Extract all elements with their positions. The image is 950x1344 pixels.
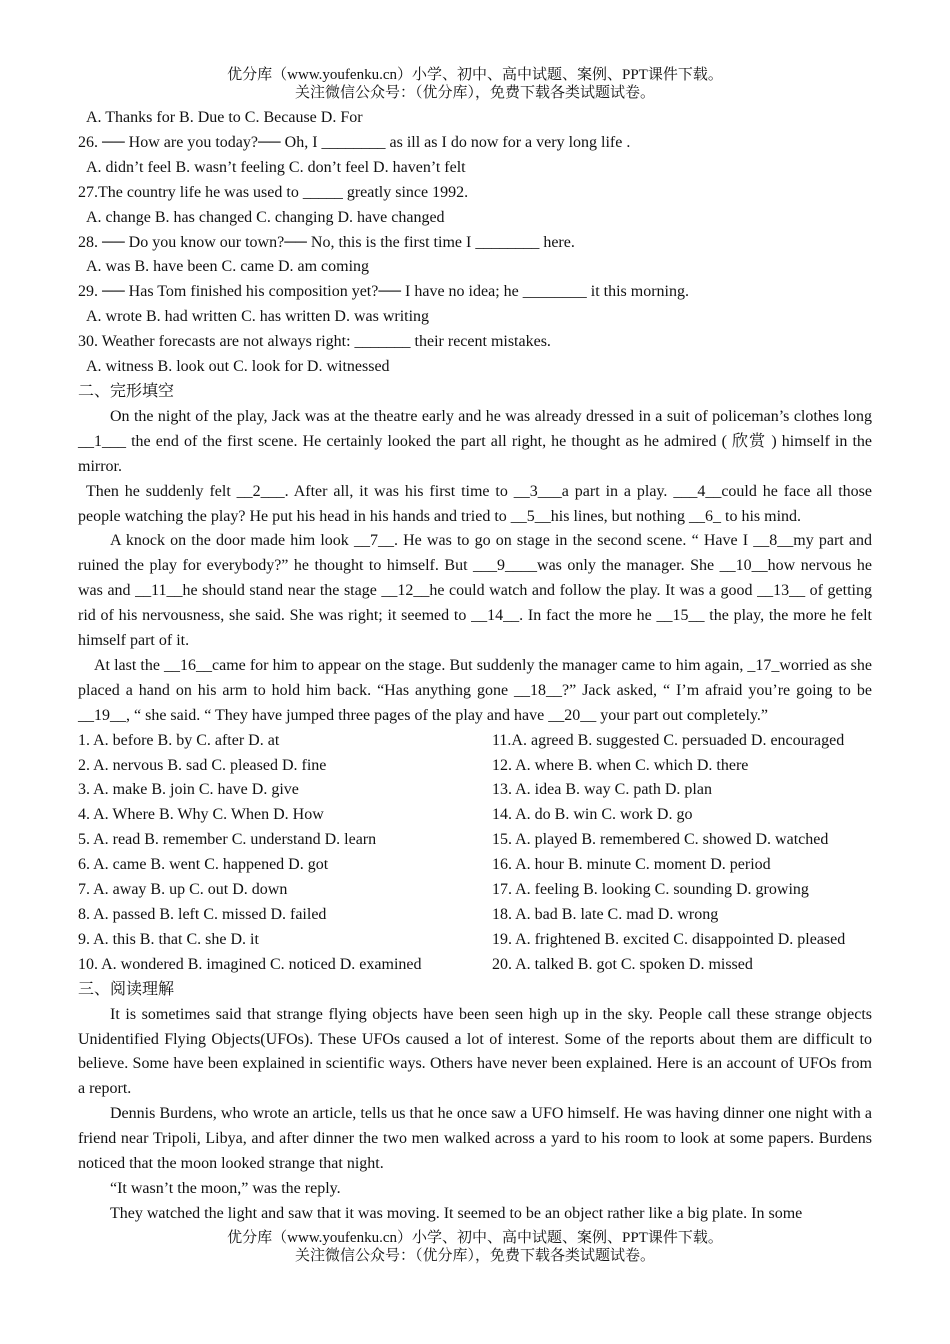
cloze-option-row: 20. A. talked B. got C. spoken D. missed	[492, 955, 753, 973]
cloze-option-row: 18. A. bad B. late C. mad D. wrong	[492, 906, 719, 923]
q29-options: A. wrote B. had written C. has written D. was writing	[86, 308, 430, 326]
cloze-paragraph-4: At last the __16__came for him to appear on the stage. But suddenly the manager came to him again, _17_worried as she placed a hand on his arm to hold him back. “Has anything gone __18__?” Jack asked, “ I’m afraid you’re going to be __19__, “ she said. “ They have jumped three pages of the play and have __20__ your part out completely.”	[78, 656, 872, 724]
q30-stem: 30. Weather forecasts are not always right: _______ their recent mistakes.	[78, 333, 551, 351]
page-header	[0, 66, 950, 102]
cloze-paragraph-3: A knock on the door made him look __7__. He was to go on stage in the second scene. “ Have I __8__my part and ruined the play for everybody?” he thought to himself. But ___9____was only the manager. She __10__how nervous he was and __11__he should stand near the stage __12__he could watch and follow the play. It was a good __13__ of getting rid of his nervousness, she said. She was right; it seemed to __14__. In fact the more he __15__ the play, the more he felt himself part of it.	[78, 532, 872, 650]
q26-options: A. didn’t feel B. wasn’t feeling C. don’t feel D. haven’t felt	[86, 158, 466, 176]
footer-line-1: 优分库（www.youfenku.cn）小学、初中、高中试题、案例、PPT课件下载。	[227, 1230, 723, 1246]
cloze-option-row: 7. A. away B. up C. out D. down	[78, 881, 288, 899]
cloze-option-row: 19. A. frightened B. excited C. disappointed D. pleased	[492, 930, 846, 948]
q25-options: A. Thanks for B. Due to C. Because D. For	[86, 109, 363, 126]
q26-stem: 26. ── How are you today?── Oh, I ________ as ill as I do now for a very long life .	[78, 133, 631, 151]
cloze-options-grid	[78, 729, 872, 978]
cloze-option-row: 11.A. agreed B. suggested C. persuaded D. encouraged	[492, 731, 845, 749]
cloze-option-row: 13. A. idea B. way C. path D. plan	[492, 781, 712, 799]
cloze-option-row: 9. A. this B. that C. she D. it	[78, 930, 259, 948]
cloze-option-row: 10. A. wondered B. imagined C. noticed D. examined	[78, 955, 422, 973]
cloze-paragraph-1: On the night of the play, Jack was at the theatre early and he was already dressed in a suit of policeman’s clothes long __1___ the end of the first scene. He certainly looked the part all right, he thought as he admired ( 欣赏 ) himself in the mirror.	[78, 407, 872, 475]
q29-stem: 29. ── Has Tom finished his composition yet?── I have no idea; he ________ it this morning.	[78, 283, 689, 301]
cloze-option-row: 8. A. passed B. left C. missed D. failed	[78, 906, 327, 923]
q27-options: A. change B. has changed C. changing D. have changed	[86, 208, 445, 226]
document-body	[78, 106, 872, 1227]
page-footer	[0, 1229, 950, 1265]
reading-paragraph-4: They watched the light and saw that it was moving. It seemed to be an object rather like a big plate. In some	[110, 1204, 803, 1222]
reading-paragraph-2: Dennis Burdens, who wrote an article, tells us that he once saw a UFO himself. He was having dinner one night with a friend near Tripoli, Libya, and after dinner the two men walked across a yard to his room to look at some papers. Burdens noticed that the moon looked strange that night.	[78, 1105, 872, 1173]
cloze-option-row: 6. A. came B. went C. happened D. got	[78, 856, 329, 874]
cloze-paragraph-2: Then he suddenly felt __2___. After all, it was his first time to __3___a part in a play. ___4__could he face all those people watching the play? He put his head in his hands and tried to __5__his lines, but nothing __6_ to his mind.	[78, 482, 872, 525]
header-line-1: 优分库（www.youfenku.cn）小学、初中、高中试题、案例、PPT课件下载。	[227, 67, 723, 83]
cloze-option-row: 3. A. make B. join C. have D. give	[78, 781, 299, 799]
cloze-option-row: 15. A. played B. remembered C. showed D. watched	[492, 831, 829, 849]
cloze-option-row: 16. A. hour B. minute C. moment D. period	[492, 856, 771, 874]
cloze-option-row: 5. A. read B. remember C. understand D. learn	[78, 831, 377, 849]
cloze-option-row: 14. A. do B. win C. work D. go	[492, 806, 693, 824]
cloze-option-row: 1. A. before B. by C. after D. at	[78, 731, 280, 749]
cloze-option-row: 17. A. feeling B. looking C. sounding D. growing	[492, 881, 809, 899]
reading-section-title: 三、阅读理解	[78, 980, 175, 998]
cloze-section-title: 二、完形填空	[78, 382, 175, 400]
cloze-option-row: 4. A. Where B. Why C. When D. How	[78, 806, 324, 824]
reading-paragraph-1: It is sometimes said that strange flying objects have been seen high up in the sky. People call these strange objects Unidentified Flying Objects(UFOs). These UFOs caused a lot of interest. Some of the reports about them are difficult to believe. Some have been explained in scientific ways. Others have never been explained. Here is an account of UFOs from a report.	[78, 1005, 872, 1098]
q27-stem: 27.The country life he was used to _____ greatly since 1992.	[78, 183, 469, 201]
header-line-2: 关注微信公众号：（优分库），免费下载各类试题试卷。	[294, 85, 655, 101]
q28-stem: 28. ── Do you know our town?── No, this is the first time I ________ here.	[78, 233, 575, 251]
cloze-option-row: 12. A. where B. when C. which D. there	[492, 756, 749, 774]
reading-paragraph-3: “It wasn’t the moon,” was the reply.	[110, 1179, 341, 1197]
footer-line-2: 关注微信公众号：（优分库），免费下载各类试题试卷。	[294, 1248, 655, 1264]
cloze-option-row: 2. A. nervous B. sad C. pleased D. fine	[78, 756, 327, 774]
q28-options: A. was B. have been C. came D. am coming	[86, 258, 370, 276]
q30-options: A. witness B. look out C. look for D. witnessed	[86, 358, 390, 376]
